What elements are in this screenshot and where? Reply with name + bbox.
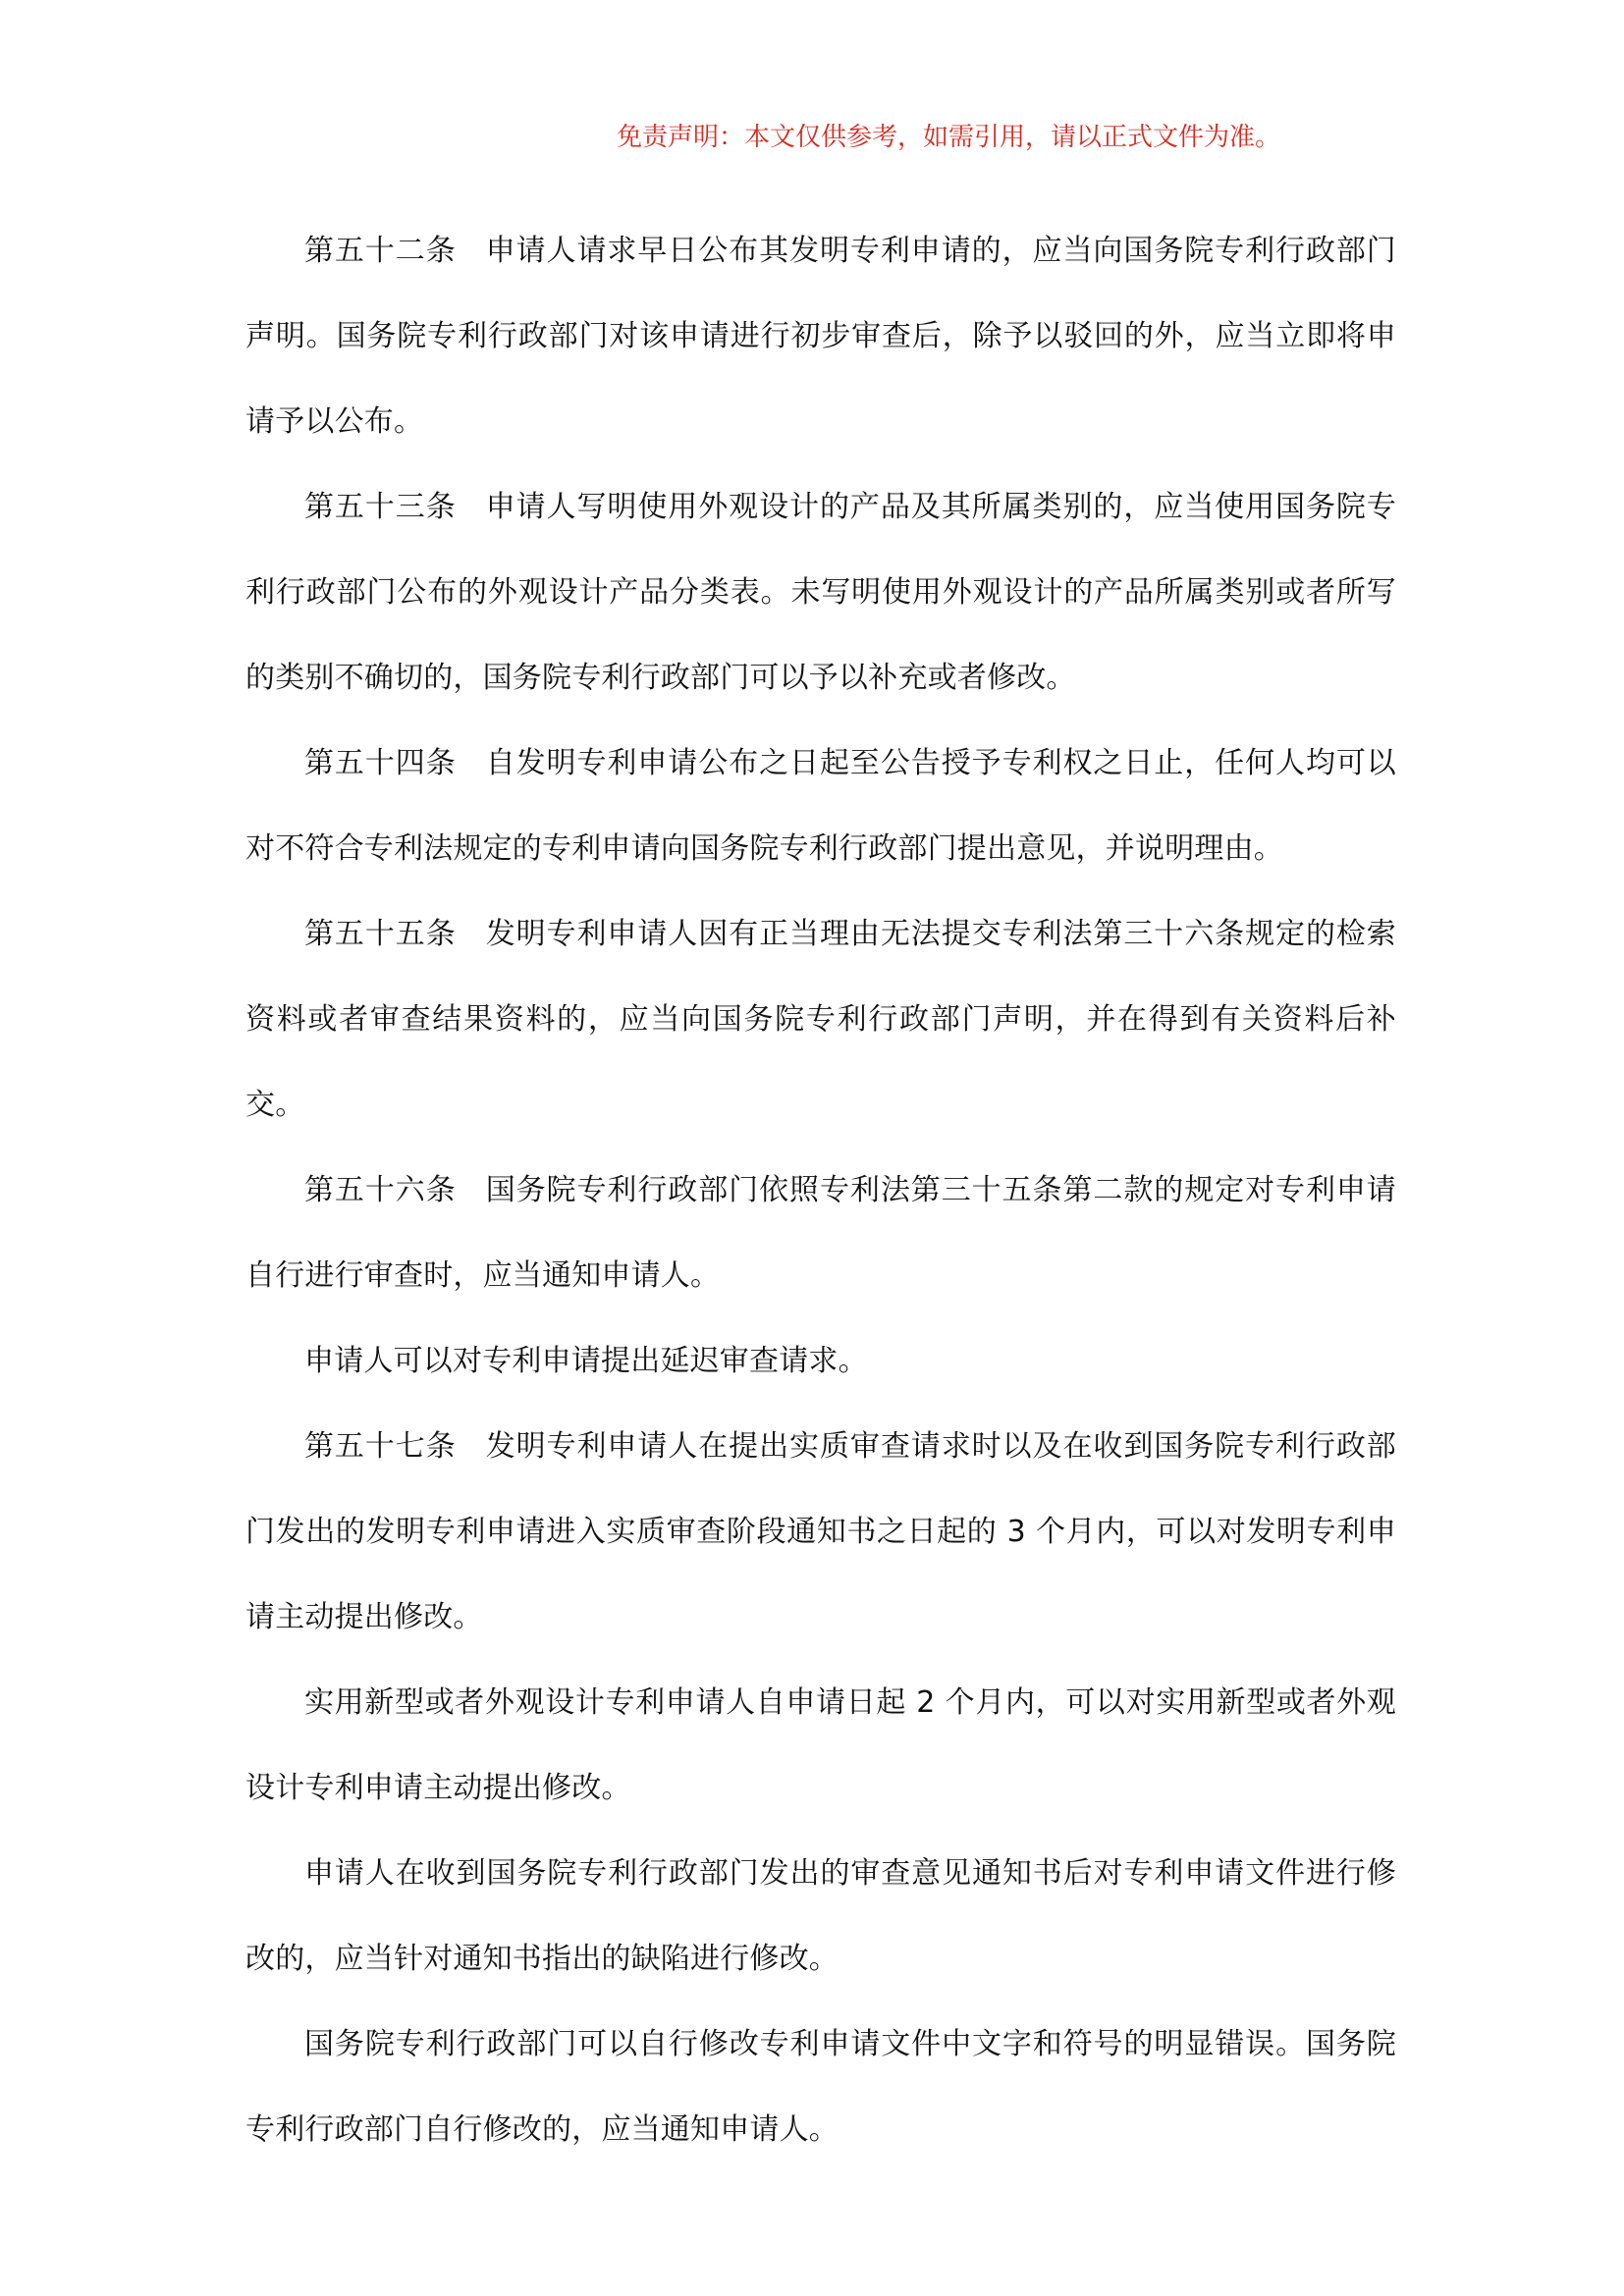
paragraph [245,1660,1396,1831]
paragraph [245,2002,1396,2172]
paragraph-text: 申请人可以对专利申请提出延迟审查请求。 [304,1344,868,1378]
document-body [245,208,1396,2172]
paragraph-text: 发明专利申请人因有正当理由无法提交专利法第三十六条规定的检索资料或者审查结果资料的，应当向国务院专利行政部门声明，并在得到有关资料后补交。 [245,917,1397,1122]
paragraph-text: 申请人写明使用外观设计的产品及其所属类别的，应当使用国务院专利行政部门公布的外观设计产品分类表。未写明使用外观设计的产品所属类别或者所写的类别不确切的，国务院专利行政部门可以予以补充或者修改。 [245,490,1397,695]
article-number: 第五十五条 [304,917,457,951]
paragraph [245,721,1396,891]
paragraph-text: 申请人请求早日公布其发明专利申请的，应当向国务院专利行政部门声明。国务院专利行政部门对该申请进行初步审查后，除予以驳回的外，应当立即将申请予以公布。 [245,234,1397,439]
article-number: 第五十三条 [304,490,457,524]
paragraph-text: 自发明专利申请公布之日起至公告授予专利权之日止，任何人均可以对不符合专利法规定的专利申请向国务院专利行政部门提出意见，并说明理由。 [245,746,1397,866]
article-number: 第五十四条 [304,746,457,780]
article-number: 第五十二条 [304,234,457,268]
paragraph [245,1318,1396,1404]
paragraph-text: 国务院专利行政部门可以自行修改专利申请文件中文字和符号的明显错误。国务院专利行政部门自行修改的，应当通知申请人。 [245,2027,1396,2147]
paragraph [245,1404,1396,1660]
paragraph [245,464,1396,721]
article-number: 第五十六条 [304,1173,457,1207]
paragraph [245,208,1396,464]
paragraph [245,1831,1396,2002]
paragraph-text: 实用新型或者外观设计专利申请人自申请日起 2 个月内，可以对实用新型或者外观设计专利申请主动提出修改。 [245,1685,1396,1805]
paragraph [245,1148,1396,1318]
paragraph-text: 发明专利申请人在提出实质审查请求时以及在收到国务院专利行政部门发出的发明专利申请进入实质审查阶段通知书之日起的 3 个月内，可以对发明专利申请主动提出修改。 [245,1429,1397,1634]
article-number: 第五十七条 [304,1429,457,1464]
disclaimer: 免责声明：本文仅供参考，如需引用，请以正式文件为准。 [617,123,1281,152]
paragraph-text: 国务院专利行政部门依照专利法第三十五条第二款的规定对专利申请自行进行审查时，应当通知申请人。 [245,1173,1397,1293]
paragraph [245,891,1396,1148]
paragraph-text: 申请人在收到国务院专利行政部门发出的审查意见通知书后对专利申请文件进行修改的，应当针对通知书指出的缺陷进行修改。 [245,1856,1396,1976]
